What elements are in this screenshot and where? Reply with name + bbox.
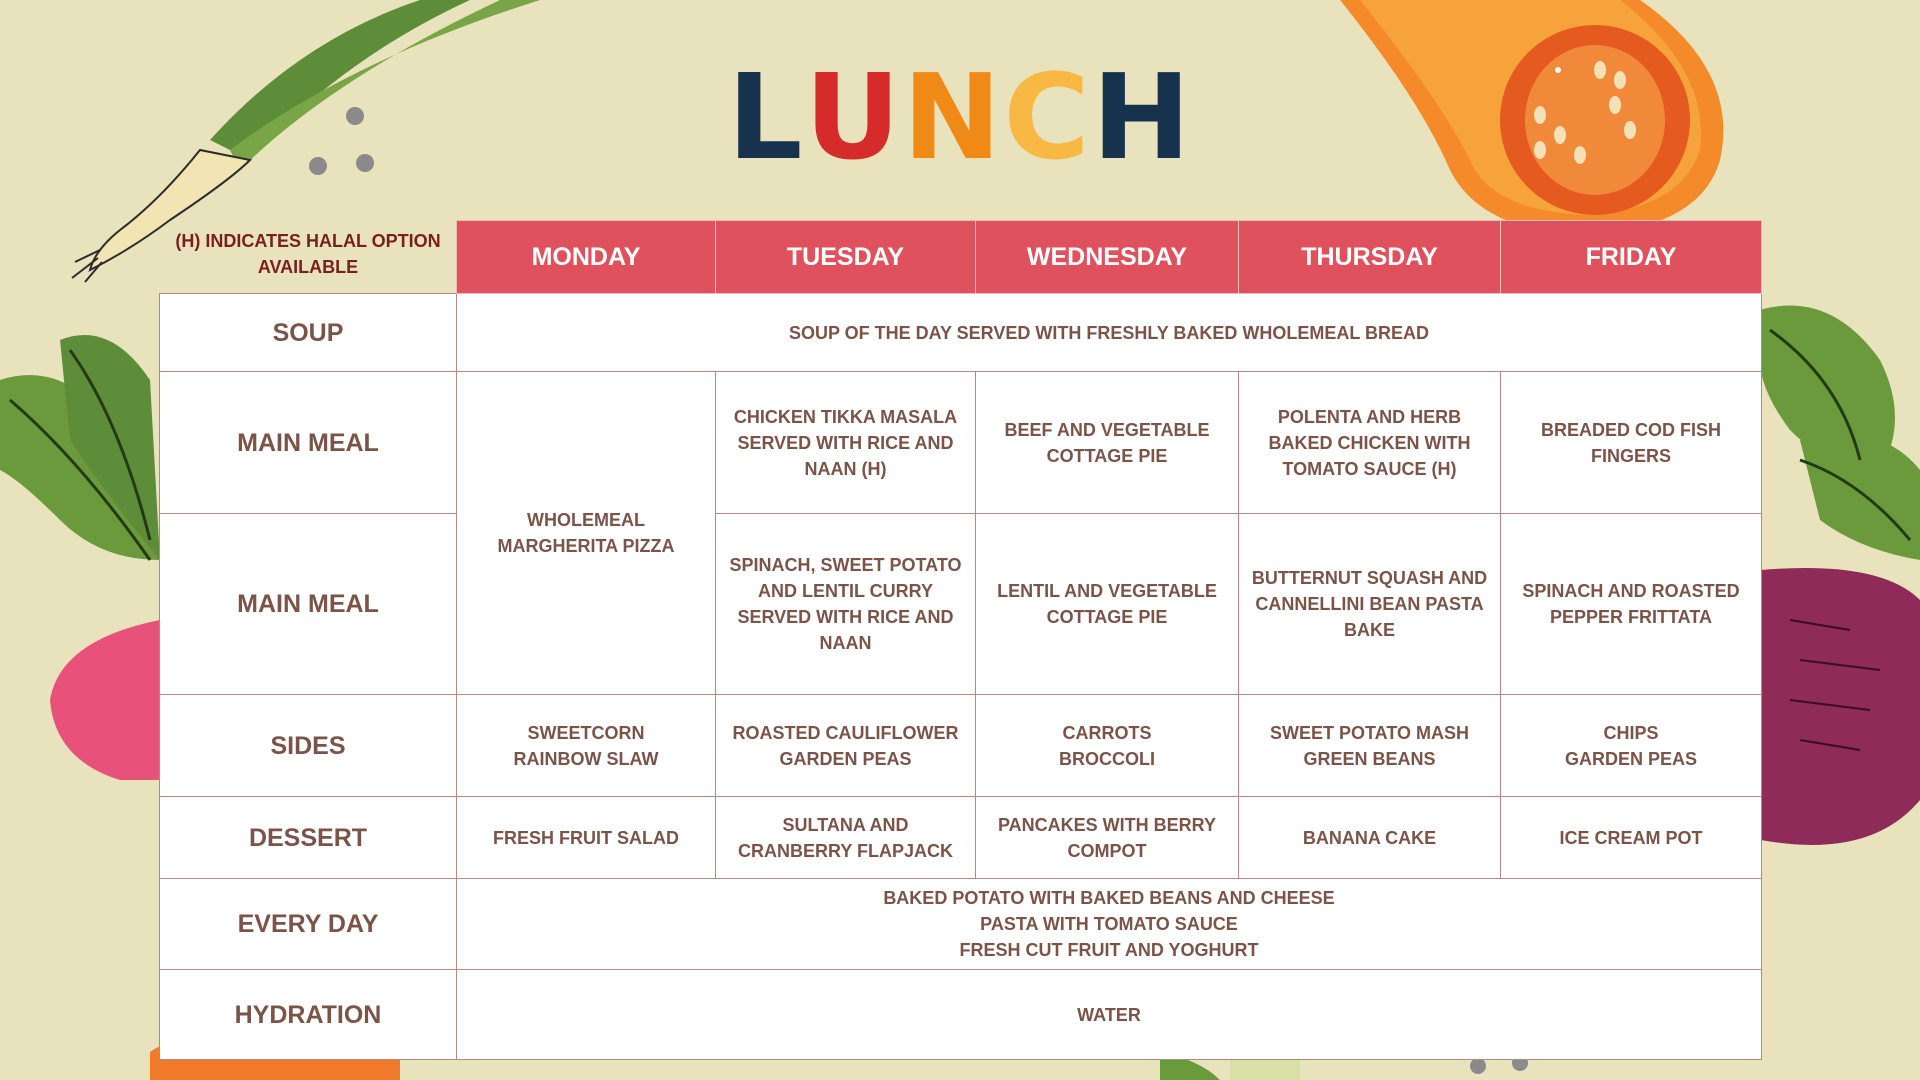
table-row — [160, 970, 1762, 1060]
friday-main1-cell: BREADED COD FISH FINGERS — [1501, 372, 1762, 514]
side-item: GARDEN PEAS — [779, 748, 912, 769]
day-header-thursday: THURSDAY — [1239, 221, 1501, 294]
table-row — [160, 695, 1762, 797]
table-row — [160, 514, 1762, 695]
monday-sides-cell — [457, 695, 716, 797]
beetroot-icon — [1761, 568, 1920, 845]
tuesday-main1-cell: CHICKEN TIKKA MASALA SERVED WITH RICE AND NAAN (H) — [716, 372, 976, 514]
friday-sides-cell — [1501, 695, 1762, 797]
header-row — [160, 221, 1762, 294]
tuesday-dessert-cell: SULTANA AND CRANBERRY FLAPJACK — [716, 797, 976, 879]
title-letter: U — [804, 48, 903, 186]
every-day-item: BAKED POTATO WITH BAKED BEANS AND CHEESE — [883, 888, 1335, 908]
wednesday-sides-cell — [976, 695, 1239, 797]
tuesday-main2-cell: SPINACH, SWEET POTATO AND LENTIL CURRY SERVED WITH RICE AND NAAN — [716, 514, 976, 695]
side-item: SWEET POTATO MASH — [1269, 722, 1469, 743]
side-item: SWEETCORN — [527, 722, 645, 743]
halal-note: (H) INDICATES HALAL OPTION AVAILABLE — [175, 231, 441, 277]
row-label-hydration: HYDRATION — [160, 970, 457, 1060]
every-day-cell — [457, 879, 1762, 970]
row-label-sides: SIDES — [160, 695, 457, 797]
table-row — [160, 797, 1762, 879]
hydration-cell: WATER — [457, 970, 1762, 1060]
wednesday-dessert-cell: PANCAKES WITH BERRY COMPOT — [976, 797, 1239, 879]
beetroot-icon — [50, 620, 160, 780]
every-day-item: FRESH CUT FRUIT AND YOGHURT — [959, 940, 1259, 960]
friday-main2-cell: SPINACH AND ROASTED PEPPER FRITTATA — [1501, 514, 1762, 695]
day-header-wednesday: WEDNESDAY — [976, 221, 1239, 294]
friday-dessert-cell: ICE CREAM POT — [1501, 797, 1762, 879]
row-label-main-meal: MAIN MEAL — [160, 514, 457, 695]
day-header-monday: MONDAY — [457, 221, 716, 294]
title-letter: H — [1091, 48, 1193, 186]
title-letter: C — [1003, 48, 1092, 186]
every-day-item: PASTA WITH TOMATO SAUCE — [980, 914, 1238, 934]
leaf-icon — [0, 335, 160, 560]
side-item: CARROTS — [1062, 722, 1152, 743]
soup-cell: SOUP OF THE DAY SERVED WITH FRESHLY BAKED WHOLEMEAL BREAD — [457, 294, 1762, 372]
side-item: GARDEN PEAS — [1564, 748, 1698, 769]
thursday-dessert-cell: BANANA CAKE — [1239, 797, 1501, 879]
row-label-soup: SOUP — [160, 294, 457, 372]
monday-dessert-cell: FRESH FRUIT SALAD — [457, 797, 716, 879]
thursday-main2-cell: BUTTERNUT SQUASH AND CANNELLINI BEAN PASTA BAKE — [1239, 514, 1501, 695]
title-letter: L — [727, 48, 805, 186]
header-blank — [160, 221, 457, 294]
side-item: BROCCOLI — [1059, 748, 1155, 769]
monday-main-cell: WHOLEMEAL MARGHERITA PIZZA — [457, 372, 716, 695]
leaf-icon — [1760, 306, 1920, 560]
lunch-menu-table — [159, 220, 1762, 1060]
tuesday-sides-cell — [716, 695, 976, 797]
page-title — [0, 48, 1920, 186]
row-label-main-meal: MAIN MEAL — [160, 372, 457, 514]
table-row — [160, 294, 1762, 372]
row-label-every-day: EVERY DAY — [160, 879, 457, 970]
row-label-dessert: DESSERT — [160, 797, 457, 879]
table-row — [160, 372, 1762, 514]
day-header-friday: FRIDAY — [1501, 221, 1762, 294]
wednesday-main1-cell: BEEF AND VEGETABLE COTTAGE PIE — [976, 372, 1239, 514]
side-item: ROASTED CAULIFLOWER — [732, 722, 959, 743]
side-item: CHIPS — [1603, 722, 1659, 743]
wednesday-main2-cell: LENTIL AND VEGETABLE COTTAGE PIE — [976, 514, 1239, 695]
side-item: GREEN BEANS — [1303, 748, 1436, 769]
thursday-sides-cell — [1239, 695, 1501, 797]
day-header-tuesday: TUESDAY — [716, 221, 976, 294]
table-row — [160, 879, 1762, 970]
thursday-main1-cell: POLENTA AND HERB BAKED CHICKEN WITH TOMATO SAUCE (H) — [1239, 372, 1501, 514]
side-item: RAINBOW SLAW — [513, 748, 659, 769]
title-letter: N — [902, 48, 1004, 186]
